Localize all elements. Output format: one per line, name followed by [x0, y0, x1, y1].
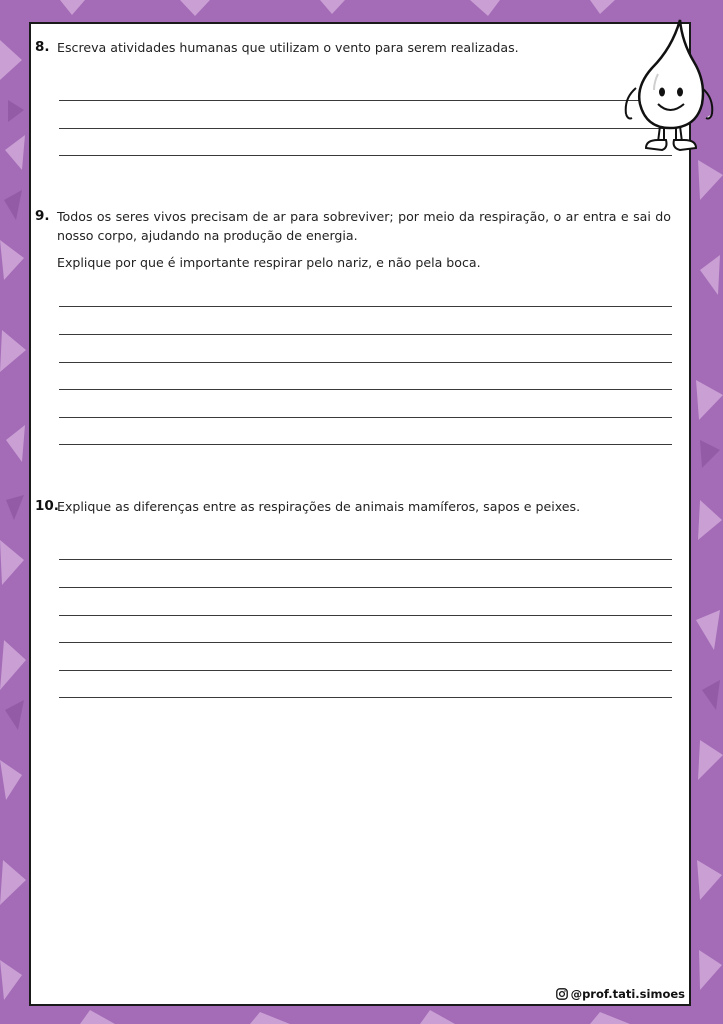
answer-line[interactable]	[59, 389, 672, 390]
instagram-icon	[556, 988, 568, 1000]
answer-line[interactable]	[59, 670, 672, 671]
answer-line[interactable]	[59, 155, 672, 156]
question-number: 10.	[35, 498, 59, 514]
answer-line[interactable]	[59, 128, 672, 129]
answer-line[interactable]	[59, 444, 672, 445]
answer-line[interactable]	[59, 559, 672, 560]
question-text: Todos os seres vivos precisam de ar para sobreviver; por meio da respiração, o ar entra e sai do nosso corpo, ajudando na produção de energia.	[57, 209, 671, 243]
question-text: Explique as diferenças entre as respirações de animais mamíferos, sapos e peixes.	[57, 499, 581, 514]
worksheet-sheet	[29, 22, 691, 1006]
question-number: 9.	[35, 208, 50, 224]
question-text: Escreva atividades humanas que utilizam o vento para serem realizadas.	[57, 40, 519, 55]
answer-line[interactable]	[59, 697, 672, 698]
question-subtext: Explique por que é importante respirar pelo nariz, e não pela boca.	[57, 255, 481, 270]
question-number: 8.	[35, 39, 50, 55]
credit-handle: @prof.tati.simoes	[570, 987, 685, 1001]
answer-line[interactable]	[59, 642, 672, 643]
answer-line[interactable]	[59, 334, 672, 335]
author-credit	[556, 987, 685, 1001]
answer-line[interactable]	[59, 362, 672, 363]
answer-line[interactable]	[59, 417, 672, 418]
answer-line[interactable]	[59, 615, 672, 616]
answer-line[interactable]	[59, 587, 672, 588]
answer-line[interactable]	[59, 306, 672, 307]
water-drop-mascot-icon	[622, 18, 718, 154]
answer-line[interactable]	[59, 100, 672, 101]
